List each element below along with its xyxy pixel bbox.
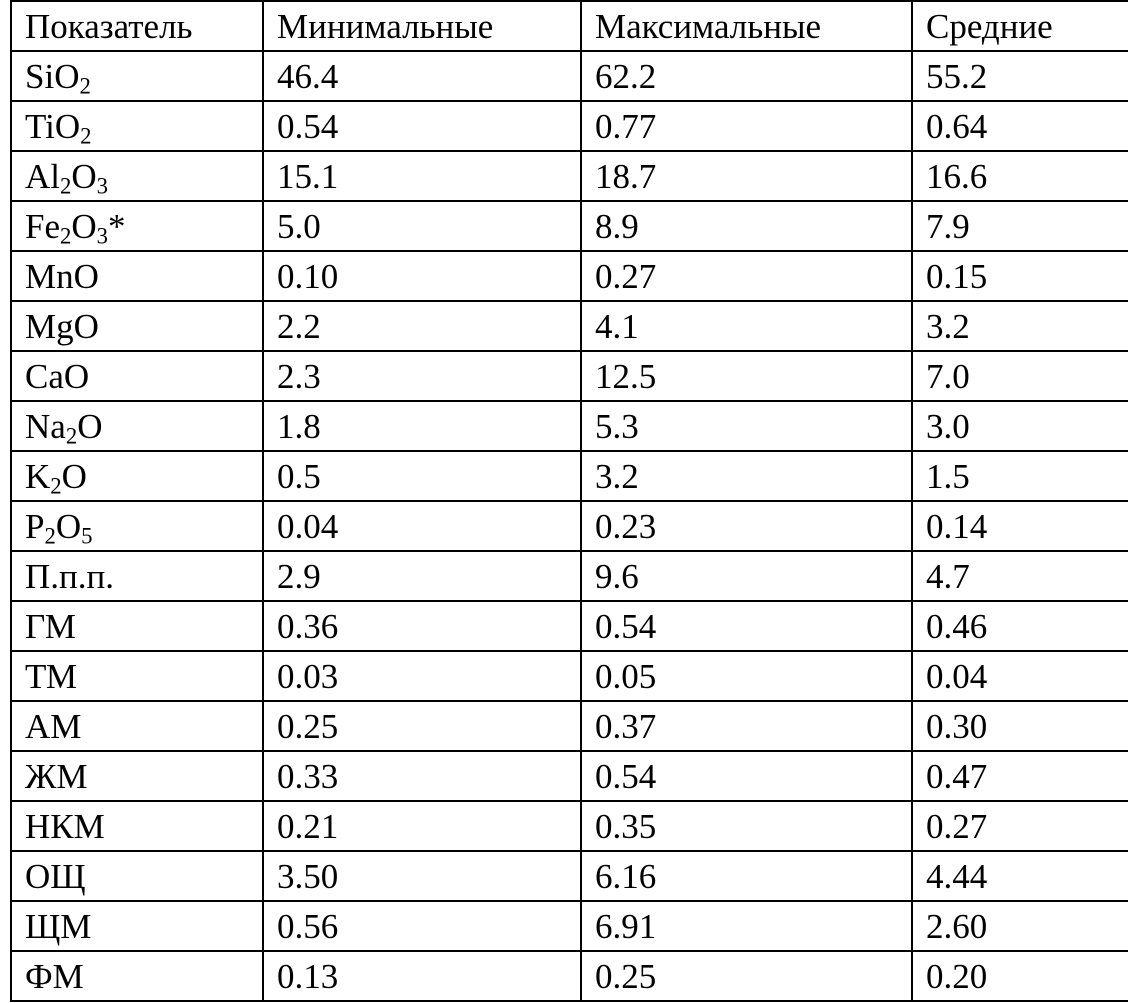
max-cell: 4.1 [581, 301, 912, 351]
avg-cell: 7.9 [912, 201, 1128, 251]
indicator-cell: MnO [11, 251, 263, 301]
indicator-cell: SiO$_2$ [11, 51, 263, 101]
indicator-cell: $P_2O_5$ [11, 501, 263, 551]
indicator-cell: ЖМ [11, 751, 263, 801]
avg-cell: 0.64 [912, 101, 1128, 151]
table-row [11, 801, 1128, 851]
table-row [11, 901, 1128, 951]
indicator-cell: TiO$_2$ [11, 101, 263, 151]
indicator-cell: CaO [11, 351, 263, 401]
header-avg: Средние [912, 1, 1128, 51]
min-cell: 0.21 [263, 801, 581, 851]
avg-cell: 1.5 [912, 451, 1128, 501]
avg-cell: 7.0 [912, 351, 1128, 401]
table-row [11, 201, 1128, 251]
max-cell: 9.6 [581, 551, 912, 601]
min-cell: 1.8 [263, 401, 581, 451]
min-cell: 0.54 [263, 101, 581, 151]
max-cell: 0.37 [581, 701, 912, 751]
avg-cell: 4.7 [912, 551, 1128, 601]
header-row [11, 1, 1128, 51]
min-cell: 0.5 [263, 451, 581, 501]
max-cell: 0.54 [581, 751, 912, 801]
header-min: Минимальные [263, 1, 581, 51]
avg-cell: 16.6 [912, 151, 1128, 201]
max-cell: 0.35 [581, 801, 912, 851]
avg-cell: 4.44 [912, 851, 1128, 901]
min-cell: 0.04 [263, 501, 581, 551]
table-row [11, 751, 1128, 801]
avg-cell: 0.20 [912, 951, 1128, 1001]
max-cell: 3.2 [581, 451, 912, 501]
indicator-cell: $K_2O$ [11, 451, 263, 501]
min-cell: 0.56 [263, 901, 581, 951]
min-cell: 0.25 [263, 701, 581, 751]
indicator-cell: ТМ [11, 651, 263, 701]
min-cell: 0.36 [263, 601, 581, 651]
table-row [11, 701, 1128, 751]
table-row [11, 151, 1128, 201]
min-cell: 2.2 [263, 301, 581, 351]
min-cell: 2.9 [263, 551, 581, 601]
table-row [11, 551, 1128, 601]
table-row [11, 251, 1128, 301]
indicator-cell: НКМ [11, 801, 263, 851]
header-max: Максимальные [581, 1, 912, 51]
indicator-cell: П.п.п. [11, 551, 263, 601]
indicator-cell: ЩМ [11, 901, 263, 951]
table-row [11, 351, 1128, 401]
max-cell: 0.05 [581, 651, 912, 701]
min-cell: 46.4 [263, 51, 581, 101]
max-cell: 6.16 [581, 851, 912, 901]
min-cell: 0.33 [263, 751, 581, 801]
indicator-cell: ОЩ [11, 851, 263, 901]
table-row [11, 851, 1128, 901]
avg-cell: 55.2 [912, 51, 1128, 101]
min-cell: 3.50 [263, 851, 581, 901]
indicator-cell: $Al_2O_3$ [11, 151, 263, 201]
indicator-cell: АМ [11, 701, 263, 751]
max-cell: 5.3 [581, 401, 912, 451]
header-indicator: Показатель [11, 1, 263, 51]
min-cell: 0.03 [263, 651, 581, 701]
avg-cell: 0.47 [912, 751, 1128, 801]
avg-cell: 2.60 [912, 901, 1128, 951]
table-row [11, 401, 1128, 451]
table-row [11, 301, 1128, 351]
avg-cell: 0.15 [912, 251, 1128, 301]
indicator-cell: ФМ [11, 951, 263, 1001]
indicator-cell: $Na_2O$ [11, 401, 263, 451]
table-row [11, 51, 1128, 101]
table-row [11, 601, 1128, 651]
indicator-cell: $Fe_2O_3*$ [11, 201, 263, 251]
min-cell: 0.10 [263, 251, 581, 301]
data-table [10, 0, 1128, 1002]
min-cell: 15.1 [263, 151, 581, 201]
max-cell: 0.25 [581, 951, 912, 1001]
max-cell: 0.54 [581, 601, 912, 651]
max-cell: 12.5 [581, 351, 912, 401]
max-cell: 18.7 [581, 151, 912, 201]
max-cell: 0.23 [581, 501, 912, 551]
indicator-cell: ГМ [11, 601, 263, 651]
max-cell: 0.27 [581, 251, 912, 301]
table-row [11, 101, 1128, 151]
avg-cell: 0.04 [912, 651, 1128, 701]
min-cell: 5.0 [263, 201, 581, 251]
max-cell: 6.91 [581, 901, 912, 951]
max-cell: 0.77 [581, 101, 912, 151]
avg-cell: 3.0 [912, 401, 1128, 451]
table-row [11, 651, 1128, 701]
table-body [11, 51, 1128, 1001]
avg-cell: 0.30 [912, 701, 1128, 751]
max-cell: 62.2 [581, 51, 912, 101]
table-row [11, 951, 1128, 1001]
min-cell: 0.13 [263, 951, 581, 1001]
table-row [11, 451, 1128, 501]
avg-cell: 0.27 [912, 801, 1128, 851]
min-cell: 2.3 [263, 351, 581, 401]
avg-cell: 0.46 [912, 601, 1128, 651]
avg-cell: 3.2 [912, 301, 1128, 351]
max-cell: 8.9 [581, 201, 912, 251]
indicator-cell: MgO [11, 301, 263, 351]
avg-cell: 0.14 [912, 501, 1128, 551]
table-row [11, 501, 1128, 551]
